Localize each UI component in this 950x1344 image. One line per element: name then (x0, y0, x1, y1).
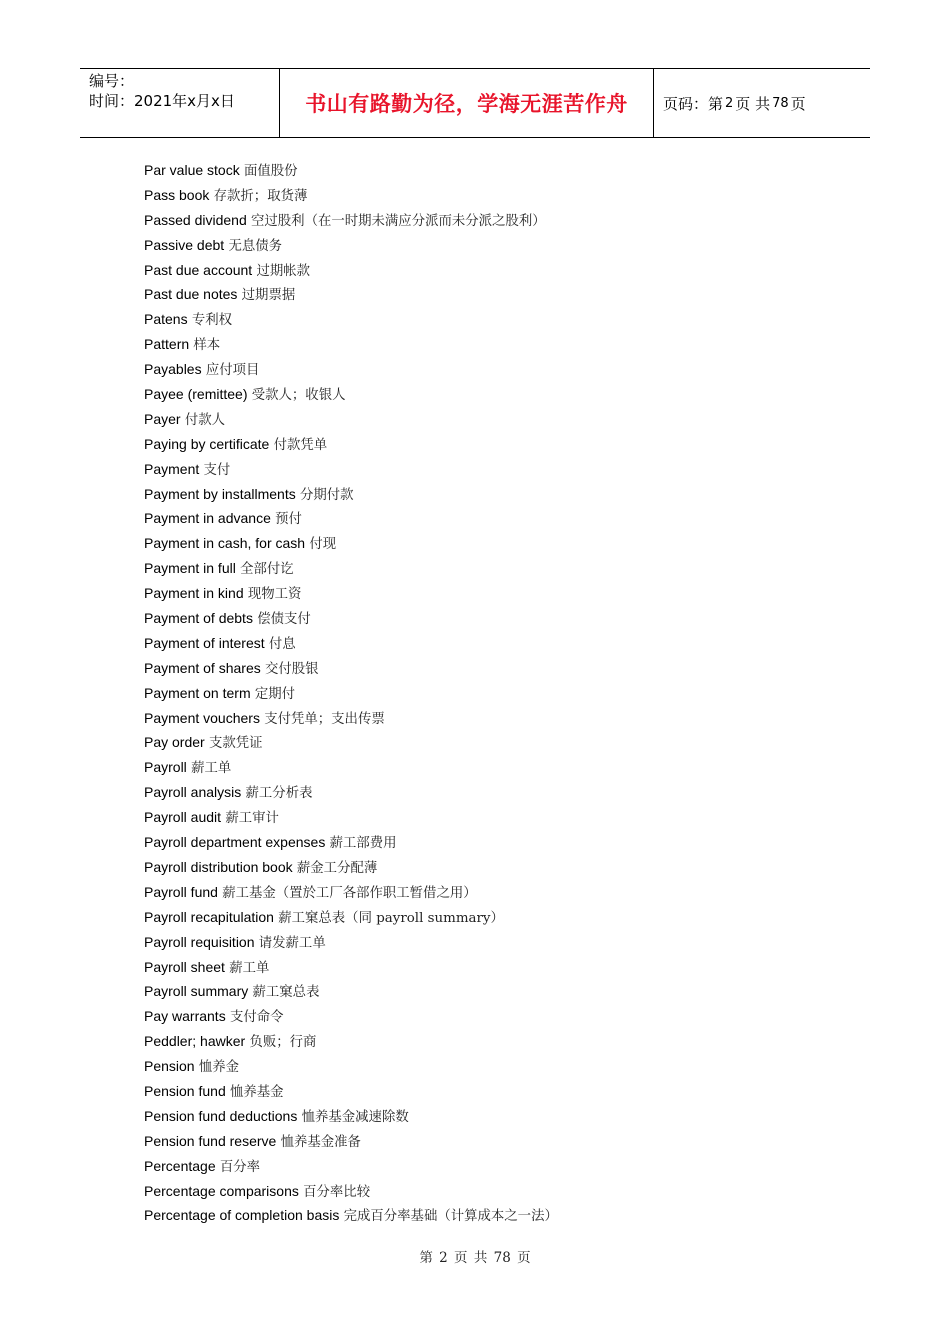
glossary-entry (144, 1154, 558, 1179)
entry-term: Percentage comparisons (144, 1182, 299, 1199)
entry-translation: 受款人；收银人 (251, 388, 346, 404)
glossary-entry (144, 1029, 558, 1054)
entry-translation: 过期票据 (241, 288, 296, 304)
glossary-entry (144, 955, 558, 980)
entry-term: Payer (144, 410, 181, 427)
glossary-entry (144, 755, 558, 780)
entry-translation: 无息债务 (228, 238, 282, 254)
entry-term: Pass book (144, 186, 210, 203)
page-mid: 页 共 (735, 94, 771, 113)
entry-term: Passed dividend (144, 211, 247, 228)
entry-translation: 定期付 (254, 686, 296, 702)
glossary-entry (144, 1203, 558, 1228)
entry-translation: 付款人 (184, 412, 226, 428)
entry-translation: 预付 (275, 512, 302, 528)
entry-term: Payroll fund (144, 883, 218, 900)
glossary-entry (144, 730, 558, 755)
glossary-entry (144, 506, 558, 531)
entry-translation: 全部付讫 (240, 562, 294, 578)
page-suffix: 页 (790, 94, 806, 113)
entry-term: Pay warrants (144, 1008, 226, 1025)
entry-translation: 付款凭单 (273, 437, 328, 453)
glossary-entry (144, 979, 558, 1004)
entry-translation: 面值股份 (243, 164, 298, 179)
glossary-entry (144, 482, 558, 507)
glossary-entry (144, 457, 558, 482)
header-motto: 书山有路勤为径，学海无涯苦作舟 (280, 69, 654, 137)
entry-term: Payment of shares (144, 659, 261, 676)
entry-term: Payment on term (144, 684, 251, 701)
glossary-entry (144, 531, 558, 556)
page-prefix: 页码：第 (663, 94, 724, 113)
entry-term: Payment in advance (144, 510, 271, 527)
entry-translation: 负贩；行商 (249, 1035, 317, 1051)
glossary-entry (144, 382, 558, 407)
entry-term: Payroll requisition (144, 933, 255, 950)
glossary-entry (144, 631, 558, 656)
entry-translation: 薪工部费用 (329, 836, 397, 852)
entry-translation: 交付股银 (265, 661, 319, 677)
entry-term: Pension fund deductions (144, 1107, 298, 1124)
entry-translation: 百分率 (219, 1159, 261, 1175)
glossary-entry (144, 282, 558, 307)
entry-term: Payment (144, 460, 200, 477)
entry-term: Pension fund (144, 1082, 226, 1099)
entry-translation: 偿债支付 (257, 612, 311, 628)
glossary-list (144, 158, 558, 1228)
glossary-entry (144, 780, 558, 805)
entry-translation: 恤养基金准备 (280, 1134, 361, 1150)
glossary-entry (144, 407, 558, 432)
entry-term: Payment of interest (144, 634, 265, 651)
entry-translation: 分期付款 (300, 487, 354, 503)
entry-term: Payment in full (144, 560, 236, 577)
entry-translation: 薪工单 (191, 761, 232, 777)
serial-label: 编号： (89, 72, 135, 90)
entry-term: Payroll (144, 759, 187, 776)
entry-term: Paying by certificate (144, 435, 270, 452)
entry-term: Payment in cash, for cash (144, 535, 306, 552)
glossary-entry (144, 1129, 558, 1154)
glossary-entry (144, 1104, 558, 1129)
header-page-number (654, 69, 870, 137)
entry-term: Payment by installments (144, 485, 296, 502)
glossary-entry (144, 581, 558, 606)
entry-translation: 百分率比较 (303, 1184, 371, 1200)
glossary-entry (144, 905, 558, 930)
entry-translation: 薪工窠总表 (252, 985, 320, 1001)
entry-term: Patens (144, 311, 188, 328)
entry-translation: 存款折；取货薄 (213, 188, 308, 204)
page-header (80, 68, 870, 138)
glossary-entry (144, 1004, 558, 1029)
entry-translation: 过期帐款 (256, 263, 311, 279)
entry-translation: 支付凭单；支出传票 (264, 711, 385, 727)
entry-translation: 薪工窠总表（同 payroll summary） (278, 910, 504, 926)
glossary-entry (144, 656, 558, 681)
glossary-entry (144, 357, 558, 382)
entry-term: Pension fund reserve (144, 1132, 277, 1149)
entry-term: Passive debt (144, 236, 225, 253)
glossary-entry (144, 158, 558, 183)
entry-term: Payment vouchers (144, 709, 260, 726)
glossary-entry (144, 706, 558, 731)
entry-translation: 付现 (309, 537, 337, 553)
glossary-entry (144, 681, 558, 706)
entry-translation: 样本 (193, 338, 221, 354)
entry-translation: 薪工分析表 (245, 786, 313, 802)
entry-translation: 薪工审计 (225, 811, 279, 827)
entry-term: Payroll distribution book (144, 858, 293, 875)
entry-translation: 请发薪工单 (258, 935, 326, 951)
entry-term: Payroll department expenses (144, 834, 326, 851)
glossary-entry (144, 1179, 558, 1204)
entry-term: Pattern (144, 336, 190, 353)
entry-term: Percentage of completion basis (144, 1207, 340, 1224)
glossary-entry (144, 332, 558, 357)
glossary-entry (144, 307, 558, 332)
glossary-entry (144, 930, 558, 955)
entry-translation: 恤养基金减速除数 (301, 1109, 409, 1125)
entry-term: Percentage (144, 1157, 216, 1174)
date-label: 时间：2021年x月x日 (89, 92, 235, 110)
entry-term: Payee (remittee) (144, 386, 248, 403)
glossary-entry (144, 830, 558, 855)
entry-translation: 付息 (268, 636, 296, 652)
entry-term: Payroll sheet (144, 958, 225, 975)
entry-term: Payment of debts (144, 610, 253, 627)
entry-translation: 薪金工分配薄 (296, 860, 378, 876)
entry-translation: 恤养基金 (230, 1084, 284, 1100)
entry-term: Payables (144, 361, 202, 378)
entry-translation: 空过股利（在一时期未满应分派而未分派之股利） (251, 213, 546, 229)
glossary-entry (144, 880, 558, 905)
entry-term: Peddler; hawker (144, 1033, 246, 1050)
entry-term: Past due notes (144, 286, 238, 303)
entry-term: Pension (144, 1058, 195, 1075)
entry-translation: 专利权 (191, 313, 233, 329)
page-footer: 第 2 页 共 78 页 (419, 1250, 531, 1266)
entry-translation: 应付项目 (205, 363, 260, 379)
page-total: 78 (772, 95, 789, 111)
entry-term: Par value stock (144, 162, 240, 178)
glossary-entry (144, 208, 558, 233)
glossary-entry (144, 855, 558, 880)
page-current: 2 (725, 95, 734, 111)
entry-translation: 支付命令 (229, 1010, 284, 1026)
entry-translation: 薪工基金（置於工厂各部作职工暂借之用） (222, 885, 477, 901)
entry-term: Payment in kind (144, 585, 244, 602)
glossary-entry (144, 258, 558, 283)
entry-term: Past due account (144, 261, 253, 278)
entry-translation: 恤养金 (198, 1060, 240, 1076)
entry-translation: 支付 (203, 462, 231, 478)
glossary-entry (144, 1054, 558, 1079)
glossary-entry (144, 556, 558, 581)
glossary-entry (144, 432, 558, 457)
header-meta (80, 69, 280, 137)
glossary-entry (144, 183, 558, 208)
entry-term: Payroll recapitulation (144, 908, 274, 925)
entry-translation: 现物工资 (247, 587, 302, 603)
glossary-entry (144, 1079, 558, 1104)
entry-translation: 薪工单 (229, 960, 270, 976)
glossary-entry (144, 233, 558, 258)
glossary-entry (144, 805, 558, 830)
entry-term: Payroll analysis (144, 784, 242, 801)
entry-term: Pay order (144, 734, 205, 751)
entry-term: Payroll summary (144, 983, 249, 1000)
entry-term: Payroll audit (144, 809, 222, 826)
glossary-entry (144, 606, 558, 631)
entry-translation: 支款凭证 (208, 736, 263, 752)
entry-translation: 完成百分率基础（计算成本之一法） (343, 1209, 558, 1225)
